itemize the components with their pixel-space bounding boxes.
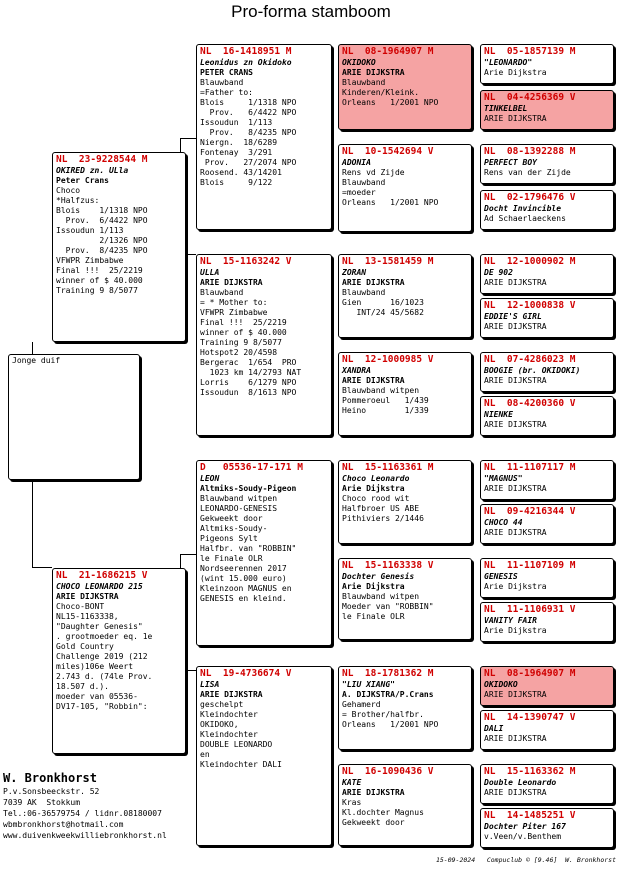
- ancestor-card-gen5[interactable]: [480, 710, 614, 750]
- ancestor-card-gen5[interactable]: [480, 254, 614, 294]
- pigeon-name: "MAGNUS": [484, 474, 523, 483]
- owner-line: Peter Crans: [56, 176, 109, 185]
- ancestor-card-gen4[interactable]: [338, 144, 472, 232]
- info-line: geschelpt: [200, 700, 244, 709]
- info-line: Final !!! 25/2219: [56, 266, 143, 275]
- ancestor-card-gen5[interactable]: [480, 90, 614, 130]
- info-line: INT/24 45/5682: [342, 308, 424, 317]
- connector-line: [32, 567, 52, 568]
- ancestor-card-gen5[interactable]: [480, 298, 614, 338]
- info-line: Prov. 27/2074 NPO: [200, 158, 297, 167]
- owner-line: Rens van der Zijde: [484, 168, 571, 177]
- info-line: 18.507 d.).: [56, 682, 109, 691]
- ancestor-card-gen5[interactable]: [480, 396, 614, 436]
- info-line: LEONARDO-GENESIS: [200, 504, 278, 513]
- info-line: Kinderen/Kleink.: [342, 88, 420, 97]
- ring-number: NL 19-4736674 V: [200, 668, 292, 679]
- ring-number: NL 11-1107117 M: [484, 462, 576, 473]
- info-line: *Halfzus:: [56, 196, 100, 205]
- info-line: le Finale OLR: [342, 612, 405, 621]
- ring-number: NL 05-1857139 M: [484, 46, 576, 57]
- connector-line: [180, 138, 181, 152]
- owner-line: Ad Schaerlaeckens: [484, 214, 566, 223]
- pigeon-name: EDDIE'S GIRL: [484, 312, 542, 321]
- ring-number: NL 10-1542694 V: [342, 146, 434, 157]
- owner-line: ARIE DIJKSTRA: [342, 788, 405, 797]
- ring-number: NL 12-1000838 V: [484, 300, 576, 311]
- ancestor-card-gen4[interactable]: [338, 44, 472, 130]
- info-line: Nordseerennen 2017: [200, 564, 287, 573]
- info-line: Kl.dochter Magnus: [342, 808, 424, 817]
- info-line: Gold Country: [56, 642, 114, 651]
- ring-number: NL 11-1106931 V: [484, 604, 576, 615]
- info-line: Heino 1/339: [342, 406, 429, 415]
- pigeon-name: Dochter Piter 167: [484, 822, 566, 831]
- owner-line: ARIE DIJKSTRA: [484, 528, 547, 537]
- pigeon-name: ZORAN: [342, 268, 367, 277]
- pigeon-name: XANDRA: [342, 366, 371, 375]
- ring-number: NL 08-1964907 M: [342, 46, 434, 57]
- ancestor-card-gen5[interactable]: [480, 190, 614, 230]
- connector-line: [32, 480, 33, 568]
- info-line: Blois 1/1318 NPO: [56, 206, 148, 215]
- ancestor-card-gen5[interactable]: [480, 666, 614, 706]
- ring-number: NL 14-1390747 V: [484, 712, 576, 723]
- owner-line: ARIE DIJKSTRA: [484, 484, 547, 493]
- info-line: Choco-BONT: [56, 602, 105, 611]
- info-line: VFWPR Zimbabwe: [200, 308, 268, 317]
- info-line: GENESIS en kleind.: [200, 594, 287, 603]
- ring-number: NL 15-1163361 M: [342, 462, 434, 473]
- info-line: =Father to:: [200, 88, 253, 97]
- pigeon-name: "LIU XIANG": [342, 680, 395, 689]
- ring-number: NL 08-1392288 M: [484, 146, 576, 157]
- ancestor-card-gen5[interactable]: [480, 504, 614, 544]
- ancestor-card-gen4[interactable]: [338, 764, 472, 846]
- owner-line: ARIE DIJKSTRA: [484, 322, 547, 331]
- pigeon-name: LISA: [200, 680, 220, 689]
- ancestor-card-gen4[interactable]: [338, 666, 472, 750]
- ring-number: NL 18-1781362 M: [342, 668, 434, 679]
- info-line: Blauwband: [200, 288, 244, 297]
- info-line: Issoudun 8/1613 NPO: [200, 388, 297, 397]
- pigeon-name: CHOCO LEONARDO 215: [56, 582, 143, 591]
- ring-number: NL 15-1163338 V: [342, 560, 434, 571]
- info-line: = Brother/halfbr.: [342, 710, 424, 719]
- ring-number: NL 21-1686215 V: [56, 570, 148, 581]
- info-line: Halfbroer US ABE: [342, 504, 420, 513]
- father-card[interactable]: [52, 152, 186, 342]
- info-line: Blauwband witpen: [342, 592, 420, 601]
- info-line: Prov. 6/4422 NPO: [56, 216, 148, 225]
- subject-pigeon-card[interactable]: [8, 354, 140, 480]
- maternal-grandmother-card[interactable]: [196, 666, 332, 846]
- info-line: Orleans 1/2001 NPO: [342, 720, 439, 729]
- info-line: Kleindochter: [200, 730, 258, 739]
- owner-line: ARIE DIJKSTRA: [56, 592, 119, 601]
- ring-number: NL 12-1000902 M: [484, 256, 576, 267]
- ancestor-card-gen5[interactable]: [480, 808, 614, 848]
- owner-line: ARIE DIJKSTRA: [342, 278, 405, 287]
- owner-line: Arie Dijkstra: [484, 582, 547, 591]
- info-line: Blauwband witpen: [200, 494, 278, 503]
- ring-number: NL 15-1163242 V: [200, 256, 292, 267]
- info-line: Orleans 1/2001 NPO: [342, 98, 439, 107]
- pigeon-name: ULLA: [200, 268, 220, 277]
- ring-number: NL 11-1107109 M: [484, 560, 576, 571]
- owner-line: Rens vd Zijde: [342, 168, 405, 177]
- ancestor-card-gen5[interactable]: [480, 558, 614, 598]
- ancestor-card-gen4[interactable]: [338, 254, 472, 338]
- pigeon-name: OKIDOKO: [484, 680, 518, 689]
- pigeon-name: DE 902: [484, 268, 513, 277]
- info-line: DOUBLE LEONARDO: [200, 740, 273, 749]
- info-line: Gien 16/1023: [342, 298, 424, 307]
- owner-info: [3, 770, 167, 841]
- info-line: OKIDOKO,: [200, 720, 239, 729]
- owner-line: v.Veen/v.Benthem: [484, 832, 562, 841]
- print-footer: 15-09-2024 Compuclub © [9.46] W. Bronkhorst: [435, 856, 616, 864]
- info-line: 2.743 d. (74le Prov.: [56, 672, 153, 681]
- owner-line: Arie Dijkstra: [342, 582, 405, 591]
- info-line: Training 9 8/5077: [200, 338, 282, 347]
- info-line: Hotspot2 20/4598: [200, 348, 278, 357]
- info-line: Kras: [342, 798, 362, 807]
- ancestor-card-gen5[interactable]: [480, 44, 614, 84]
- owner-line: ARIE DIJKSTRA: [342, 376, 405, 385]
- owner-line: ARIE DIJKSTRA: [484, 690, 547, 699]
- info-line: VFWPR Zimbabwe: [56, 256, 124, 265]
- owner-email: wbmbronkhorst@hotmail.com: [3, 820, 124, 829]
- ring-number: NL 08-1964907 M: [484, 668, 576, 679]
- owner-line: Arie Dijkstra: [484, 626, 547, 635]
- pigeon-name: PERFECT BOY: [484, 158, 537, 167]
- ancestor-card-gen5[interactable]: [480, 602, 614, 642]
- ancestor-card-gen4[interactable]: [338, 460, 472, 544]
- info-line: Challenge 2019 (212: [56, 652, 148, 661]
- info-line: (wint 15.000 euro): [200, 574, 287, 583]
- ancestor-card-gen4[interactable]: [338, 352, 472, 436]
- ring-number: NL 02-1796476 V: [484, 192, 576, 203]
- info-line: Kleindochter: [200, 710, 258, 719]
- info-line: Final !!! 25/2219: [200, 318, 287, 327]
- pigeon-name: Dochter Genesis: [342, 572, 415, 581]
- owner-address: P.v.Sonsbeeckstr. 52: [3, 787, 100, 796]
- pigeon-name: KATE: [342, 778, 362, 787]
- connector-line: [32, 342, 33, 354]
- owner-name: W. Bronkhorst: [3, 771, 97, 785]
- info-line: Altmiks-Soudy-: [200, 524, 268, 533]
- maternal-grandfather-card[interactable]: [196, 460, 332, 646]
- pigeon-name: OKIDOKO: [342, 58, 376, 67]
- owner-line: ARIE DIJKSTRA: [342, 68, 405, 77]
- owner-line: ARIE DIJKSTRA: [484, 420, 547, 429]
- owner-website: www.duivenkweekwilliebronkhorst.nl: [3, 831, 167, 840]
- info-line: . grootmoeder eq. 1e: [56, 632, 153, 641]
- info-line: Blauwband witpen: [342, 386, 420, 395]
- pigeon-name: Choco Leonardo: [342, 474, 410, 483]
- pigeon-name: BOOGIE (br. OKIDOKI): [484, 366, 581, 375]
- owner-line: Arie Dijkstra: [342, 484, 405, 493]
- ancestor-card-gen4[interactable]: [338, 558, 472, 640]
- info-line: Kleinzoon MAGNUS en: [200, 584, 292, 593]
- paternal-grandfather-card[interactable]: [196, 44, 332, 230]
- info-line: Choco: [56, 186, 81, 195]
- ancestor-card-gen5[interactable]: [480, 144, 614, 184]
- info-line: DV17-105, "Robbin":: [56, 702, 148, 711]
- info-line: Fontenay 3/291: [200, 148, 273, 157]
- pigeon-name: ADONIA: [342, 158, 371, 167]
- paternal-grandmother-card[interactable]: [196, 254, 332, 436]
- info-line: miles)106e Weert: [56, 662, 134, 671]
- info-line: Lorris 6/1279 NPO: [200, 378, 297, 387]
- owner-postcode: 7039 AK Stokkum: [3, 798, 81, 807]
- info-line: Gekweekt door: [342, 818, 405, 827]
- mother-card[interactable]: [52, 568, 186, 754]
- ring-number: NL 07-4286023 M: [484, 354, 576, 365]
- owner-line: ARIE DIJKSTRA: [484, 114, 547, 123]
- ring-number: NL 23-9228544 M: [56, 154, 148, 165]
- info-line: Halfbr. van "ROBBIN": [200, 544, 297, 553]
- info-line: = * Mother to:: [200, 298, 268, 307]
- pigeon-description: Jonge duif: [12, 356, 61, 365]
- ring-number: NL 08-4200360 V: [484, 398, 576, 409]
- info-line: Blois 1/1318 NPO: [200, 98, 297, 107]
- connector-line: [180, 554, 196, 555]
- ring-number: NL 04-4256369 V: [484, 92, 576, 103]
- pigeon-name: Docht Invincible: [484, 204, 562, 213]
- info-line: 1023 km 14/2793 NAT: [200, 368, 302, 377]
- info-line: Blauwband: [342, 288, 386, 297]
- ancestor-card-gen5[interactable]: [480, 460, 614, 500]
- pigeon-name: NIENKE: [484, 410, 513, 419]
- info-line: winner of $ 40.000: [56, 276, 143, 285]
- owner-line: ARIE DIJKSTRA: [484, 376, 547, 385]
- owner-line: PETER CRANS: [200, 68, 253, 77]
- pigeon-name: TINKELBEL: [484, 104, 528, 113]
- info-line: Training 9 8/5077: [56, 286, 138, 295]
- info-line: Pommeroeul 1/439: [342, 396, 429, 405]
- info-line: Choco rood wit: [342, 494, 410, 503]
- pigeon-name: DALI: [484, 724, 504, 733]
- pigeon-name: GENESIS: [484, 572, 518, 581]
- owner-line: A. DIJKSTRA/P.Crans: [342, 690, 434, 699]
- ring-number: NL 14-1485251 V: [484, 810, 576, 821]
- info-line: Blauwband: [342, 178, 386, 187]
- ring-number: NL 16-1090436 V: [342, 766, 434, 777]
- owner-line: ARIE DIJKSTRA: [484, 788, 547, 797]
- info-line: Kleindochter DALI: [200, 760, 282, 769]
- info-line: en: [200, 750, 210, 759]
- info-line: Pigeons Sylt: [200, 534, 258, 543]
- ring-number: NL 13-1581459 M: [342, 256, 434, 267]
- pigeon-name: VANITY FAIR: [484, 616, 537, 625]
- info-line: =moeder: [342, 188, 376, 197]
- info-line: le Finale OLR: [200, 554, 263, 563]
- info-line: Roosend. 43/14201: [200, 168, 282, 177]
- ring-number: D 05536-17-171 M: [200, 462, 303, 473]
- info-line: Blois 9/122: [200, 178, 273, 187]
- info-line: Gehamerd: [342, 700, 381, 709]
- owner-line: ARIE DIJKSTRA: [200, 278, 263, 287]
- ancestor-card-gen5[interactable]: [480, 764, 614, 804]
- info-line: Bergerac 1/654 PRO: [200, 358, 297, 367]
- info-line: Blauwband: [200, 78, 244, 87]
- owner-line: Arie Dijkstra: [484, 68, 547, 77]
- owner-line: Altmiks-Soudy-Pigeon: [200, 484, 297, 493]
- info-line: Pithiviers 2/1446: [342, 514, 424, 523]
- info-line: NL15-1163338,: [56, 612, 119, 621]
- pigeon-name: CHOCO 44: [484, 518, 523, 527]
- pigeon-name: "LEONARDO": [484, 58, 533, 67]
- page-title: Pro-forma stamboom: [231, 2, 391, 21]
- info-line: Orleans 1/2001 NPO: [342, 198, 439, 207]
- owner-line: ARIE DIJKSTRA: [200, 690, 263, 699]
- pigeon-name: Leonidus zn Okidoko: [200, 58, 292, 67]
- connector-line: [180, 554, 181, 568]
- owner-phone: Tel.:06-36579754 / lidnr.08180007: [3, 809, 162, 818]
- ring-number: NL 16-1418951 M: [200, 46, 292, 57]
- info-line: moeder van 05536-: [56, 692, 138, 701]
- info-line: Prov. 6/4422 NPO: [200, 108, 297, 117]
- info-line: Issoudun 1/113: [56, 226, 124, 235]
- info-line: Prov. 8/4235 NPO: [200, 128, 297, 137]
- info-line: 2/1326 NPO: [56, 236, 148, 245]
- ring-number: NL 12-1000985 V: [342, 354, 434, 365]
- info-line: Niergn. 18/6289: [200, 138, 278, 147]
- pigeon-name: Double Leonardo: [484, 778, 557, 787]
- info-line: Prov. 8/4235 NPO: [56, 246, 148, 255]
- info-line: "Daughter Genesis": [56, 622, 143, 631]
- owner-line: ARIE DIJKSTRA: [484, 734, 547, 743]
- ancestor-card-gen5[interactable]: [480, 352, 614, 392]
- connector-line: [180, 138, 196, 139]
- pigeon-name: OKIRED zn. ULla: [56, 166, 129, 175]
- info-line: Blauwband: [342, 78, 386, 87]
- info-line: Moeder van "ROBBIN": [342, 602, 434, 611]
- ring-number: NL 09-4216344 V: [484, 506, 576, 517]
- info-line: Issoudun 1/113: [200, 118, 273, 127]
- pigeon-name: LEON: [200, 474, 220, 483]
- owner-line: ARIE DIJKSTRA: [484, 278, 547, 287]
- ring-number: NL 15-1163362 M: [484, 766, 576, 777]
- info-line: winner of $ 40.000: [200, 328, 287, 337]
- info-line: Gekweekt door: [200, 514, 263, 523]
